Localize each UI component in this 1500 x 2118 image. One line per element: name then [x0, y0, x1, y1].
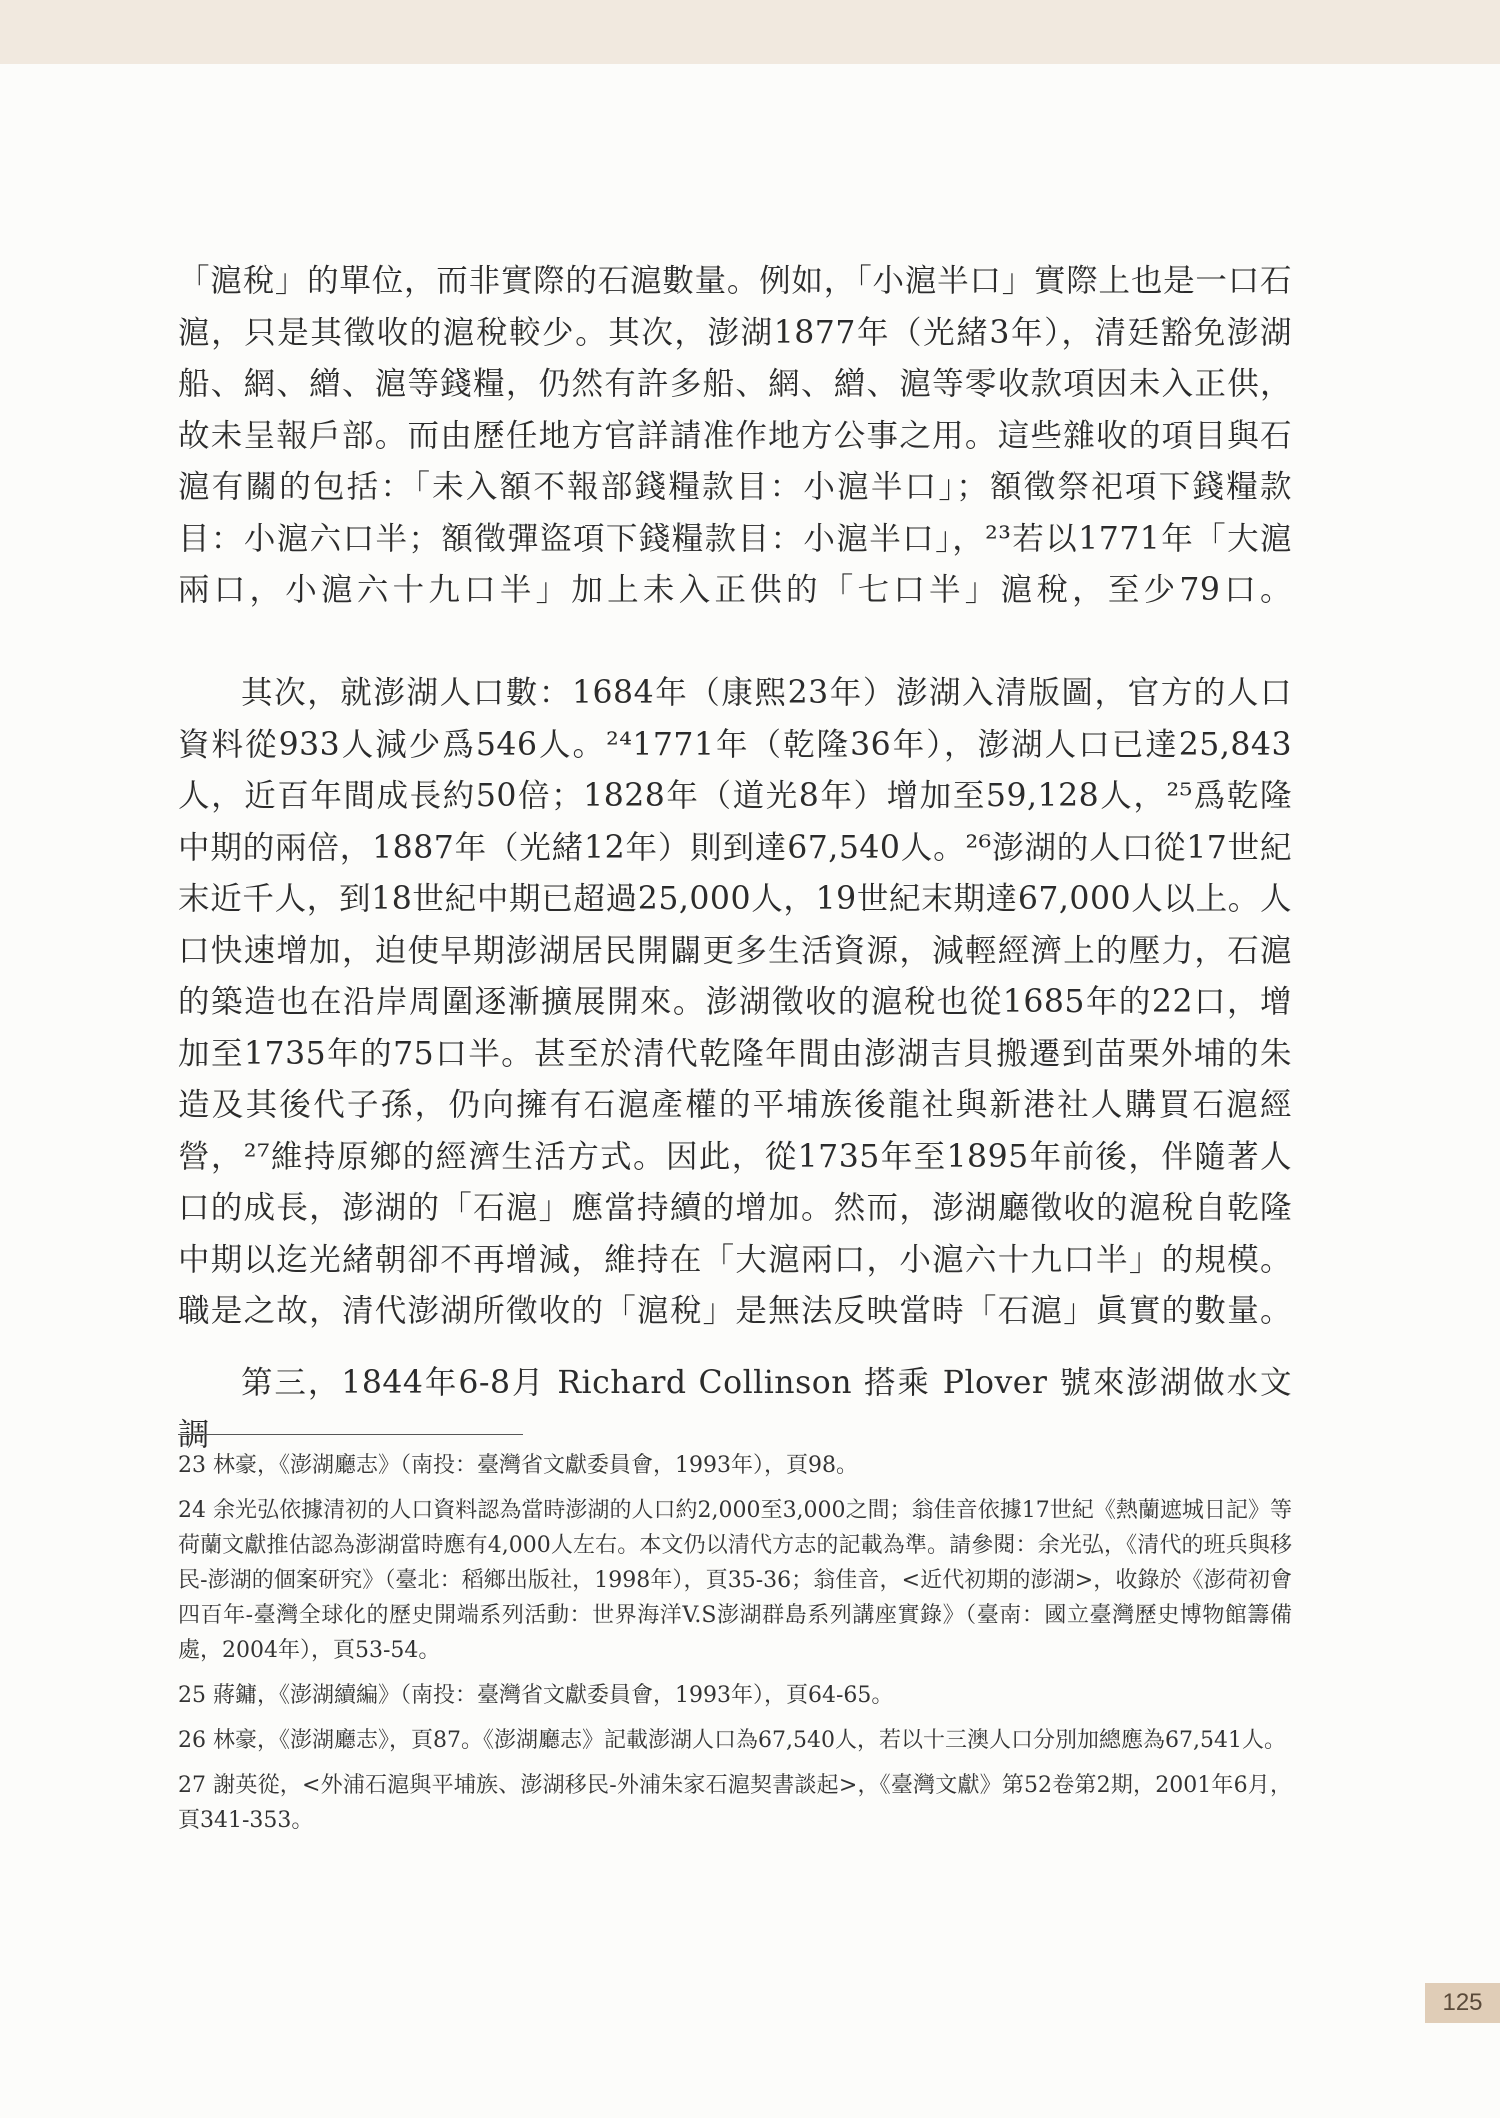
paragraph-2: 其次，就澎湖人口數：1684年（康熙23年）澎湖入清版圖，官方的人口資料從933人減少爲546人。²⁴1771年（乾隆36年），澎湖人口已達25,843人，近百年間成長約50倍；1828年（道光8年）增加至59,128人，²⁵爲乾隆中期的兩倍，1887年（光緒12年）則到達67,540人。²⁶澎湖的人口從17世紀末近千人，到18世紀中期已超過25,000人，19世紀末期達67,000人以上。人口快速增加，迫使早期澎湖居民開闢更多生活資源，減輕經濟上的壓力，石滬的築造也在沿岸周圍逐漸擴展開來。澎湖徵收的滬稅也從1685年的22口，增加至1735年的75口半。甚至於清代乾隆年間由澎湖吉貝搬遷到苗栗外埔的朱造及其後代子孫，仍向擁有石滬產權的平埔族後龍社與新港社人購買石滬經營，²⁷維持原鄉的經濟生活方式。因此，從1735年至1895年前後，伴隨著人口的成長，澎湖的「石滬」應當持續的增加。然而，澎湖廳徵收的滬稅自乾隆中期以迄光緒朝卻不再增減，維持在「大滬兩口，小滬六十九口半」的規模。職是之故，清代澎湖所徵收的「滬稅」是無法反映當時「石滬」眞實的數量。	[178, 675, 1292, 1329]
footnote-24: 24 余光弘依據清初的人口資料認為當時澎湖的人口約2,000至3,000之間；翁佳音依據17世紀《熱蘭遮城日記》等荷蘭文獻推估認為澎湖當時應有4,000人左右。本文仍以清代方志的記載為準。請參閱：余光弘，《清代的班兵與移民-澎湖的個案研究》（臺北：稻鄉出版社，1998年），頁35-36；翁佳音，<近代初期的澎湖>，收錄於《澎荷初會四百年-臺灣全球化的歷史開端系列活動：世界海洋V.S澎湖群島系列講座實錄》（臺南：國立臺灣歷史博物館籌備處，2004年），頁53-54。	[178, 1498, 1292, 1663]
top-band	[0, 0, 1500, 64]
footnote-rule	[178, 1434, 523, 1435]
footnote-25: 25 蔣鏞，《澎湖續編》（南投：臺灣省文獻委員會，1993年），頁64-65。	[178, 1683, 894, 1708]
footnote-23: 23 林豪，《澎湖廳志》（南投：臺灣省文獻委員會，1993年），頁98。	[178, 1453, 858, 1478]
paragraph-1: 「滬稅」的單位，而非實際的石滬數量。例如，「小滬半口」實際上也是一口石滬，只是其徵收的滬稅較少。其次，澎湖1877年（光緒3年），清廷豁免澎湖船、網、繒、滬等錢糧，仍然有許多船、網、繒、滬等零收款項因未入正供，故未呈報戶部。而由歷任地方官詳請准作地方公事之用。這些雜收的項目與石滬有關的包括：「未入額不報部錢糧款目：小滬半口」；額徵祭祀項下錢糧款目：小滬六口半；額徵彈盜項下錢糧款目：小滬半口」，²³若以1771年「大滬兩口，小滬六十九口半」加上未入正供的「七口半」滬稅，至少79口。	[178, 263, 1292, 608]
page-number: 125	[1425, 1983, 1500, 2023]
footnotes	[178, 1448, 1292, 1848]
footnote-27: 27 謝英從，<外浦石滬與平埔族、澎湖移民-外浦朱家石滬契書談起>，《臺灣文獻》第52卷第2期，2001年6月，頁341-353。	[178, 1773, 1293, 1833]
paragraph-3: 第三，1844年6-8月 Richard Collinson 搭乘 Plover 號來澎湖做水文調	[178, 1365, 1292, 1453]
footnote-26: 26 林豪，《澎湖廳志》，頁87。《澎湖廳志》記載澎湖人口為67,540人，若以十三澳人口分別加總應為67,541人。	[178, 1728, 1286, 1753]
